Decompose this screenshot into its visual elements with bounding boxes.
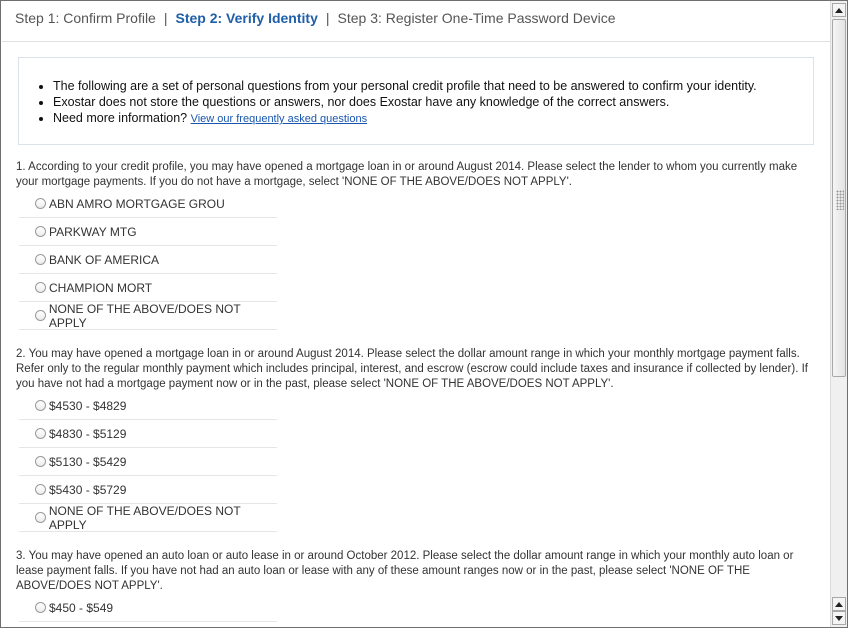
info-bullet-3 bbox=[53, 110, 757, 127]
radio-option-label: PARKWAY MTG bbox=[49, 224, 137, 239]
radio-button[interactable] bbox=[35, 198, 46, 209]
question-1-options bbox=[19, 190, 277, 330]
radio-option-label: ABN AMRO MORTGAGE GROU bbox=[49, 196, 225, 211]
info-list bbox=[19, 78, 757, 127]
radio-option[interactable] bbox=[19, 594, 277, 622]
grip-icon bbox=[836, 190, 844, 210]
radio-button[interactable] bbox=[35, 400, 46, 411]
radio-option-label: NONE OF THE ABOVE/DOES NOT APPLY bbox=[48, 301, 241, 330]
radio-button[interactable] bbox=[35, 310, 46, 321]
radio-option[interactable] bbox=[19, 476, 277, 504]
radio-button[interactable] bbox=[35, 226, 46, 237]
scrollbar-thumb[interactable] bbox=[832, 19, 846, 377]
scroll-down-button[interactable] bbox=[832, 611, 846, 625]
info-bullet-1: • The following are a set of personal questions from your personal credit profile that need to be answered to confirm your identity. bbox=[53, 78, 757, 94]
question-3-options bbox=[19, 594, 277, 622]
question-1-text: 1. According to your credit profile, you may have opened a mortgage loan in or around August 2014. Please select the lender to whom you currently make your mortgage payments. If you do not have a mortgage, select 'NONE OF THE ABOVE/DOES NOT APPLY'. bbox=[16, 161, 798, 188]
arrow-down-icon bbox=[835, 616, 843, 621]
arrow-up-icon bbox=[835, 8, 843, 13]
radio-option[interactable] bbox=[19, 504, 277, 532]
radio-option[interactable] bbox=[19, 392, 277, 420]
radio-option[interactable] bbox=[19, 448, 277, 476]
info-bullet-3-text: Need more information? bbox=[53, 111, 188, 125]
question-2-options bbox=[19, 392, 277, 532]
radio-option-label: $450 - $549 bbox=[49, 600, 114, 615]
info-box bbox=[18, 57, 814, 145]
question-2-text: 2. You may have opened a mortgage loan in or around August 2014. Please select the dollar amount range in which your monthly mortgage payment falls. Refer only to the regular monthly payment which includes principal, interest, and escrow (escrow could include taxes and insurance if collected by lender). If you have not had a mortgage payment now or in the past, please select 'NONE OF THE ABOVE/DOES NOT APPLY'. bbox=[16, 348, 808, 390]
radio-option-label: $5430 - $5729 bbox=[49, 482, 127, 497]
vertical-scrollbar[interactable] bbox=[830, 1, 847, 627]
radio-option[interactable] bbox=[19, 274, 277, 302]
radio-button[interactable] bbox=[35, 456, 46, 467]
radio-option-label: $5130 - $5429 bbox=[49, 454, 127, 469]
radio-option-label: $4530 - $4829 bbox=[49, 398, 127, 413]
radio-option-label: CHAMPION MORT bbox=[49, 280, 153, 295]
radio-option[interactable] bbox=[19, 218, 277, 246]
radio-button[interactable] bbox=[35, 254, 46, 265]
radio-button[interactable] bbox=[35, 602, 46, 613]
scroll-up-button-bottom[interactable] bbox=[832, 597, 846, 611]
radio-option-label: NONE OF THE ABOVE/DOES NOT APPLY bbox=[48, 503, 241, 532]
faq-link[interactable]: View our frequently asked questions bbox=[190, 113, 368, 125]
radio-button[interactable] bbox=[35, 282, 46, 293]
step-1-label: Step 1: Confirm Profile bbox=[15, 10, 156, 26]
question-3-text: 3. You may have opened an auto loan or auto lease in or around October 2012. Please select the dollar amount range in which your monthly auto loan or lease payment falls. If you have not had an auto loan or lease with any of these amount ranges now or in the past, please select 'NONE OF THE ABOVE/DOES NOT APPLY'. bbox=[16, 550, 794, 592]
radio-button[interactable] bbox=[35, 484, 46, 495]
radio-option[interactable] bbox=[19, 420, 277, 448]
step-3-label: Step 3: Register One-Time Password Device bbox=[337, 10, 616, 26]
radio-button[interactable] bbox=[35, 512, 46, 523]
radio-option[interactable] bbox=[19, 190, 277, 218]
divider bbox=[2, 41, 830, 42]
page-content bbox=[2, 1, 830, 627]
step-separator: | bbox=[325, 10, 330, 26]
step-separator: | bbox=[163, 10, 168, 26]
radio-option[interactable] bbox=[19, 302, 277, 330]
step-indicator bbox=[15, 10, 616, 26]
radio-option-label: BANK OF AMERICA bbox=[49, 252, 160, 267]
step-2-label-active: Step 2: Verify Identity bbox=[175, 10, 318, 26]
radio-option[interactable] bbox=[19, 246, 277, 274]
info-bullet-2: • Exostar does not store the questions or answers, nor does Exostar have any knowledge of the correct answers. bbox=[53, 94, 757, 110]
scroll-up-button[interactable] bbox=[832, 3, 846, 17]
radio-button[interactable] bbox=[35, 428, 46, 439]
radio-option-label: $4830 - $5129 bbox=[49, 426, 127, 441]
arrow-up-icon bbox=[835, 602, 843, 607]
